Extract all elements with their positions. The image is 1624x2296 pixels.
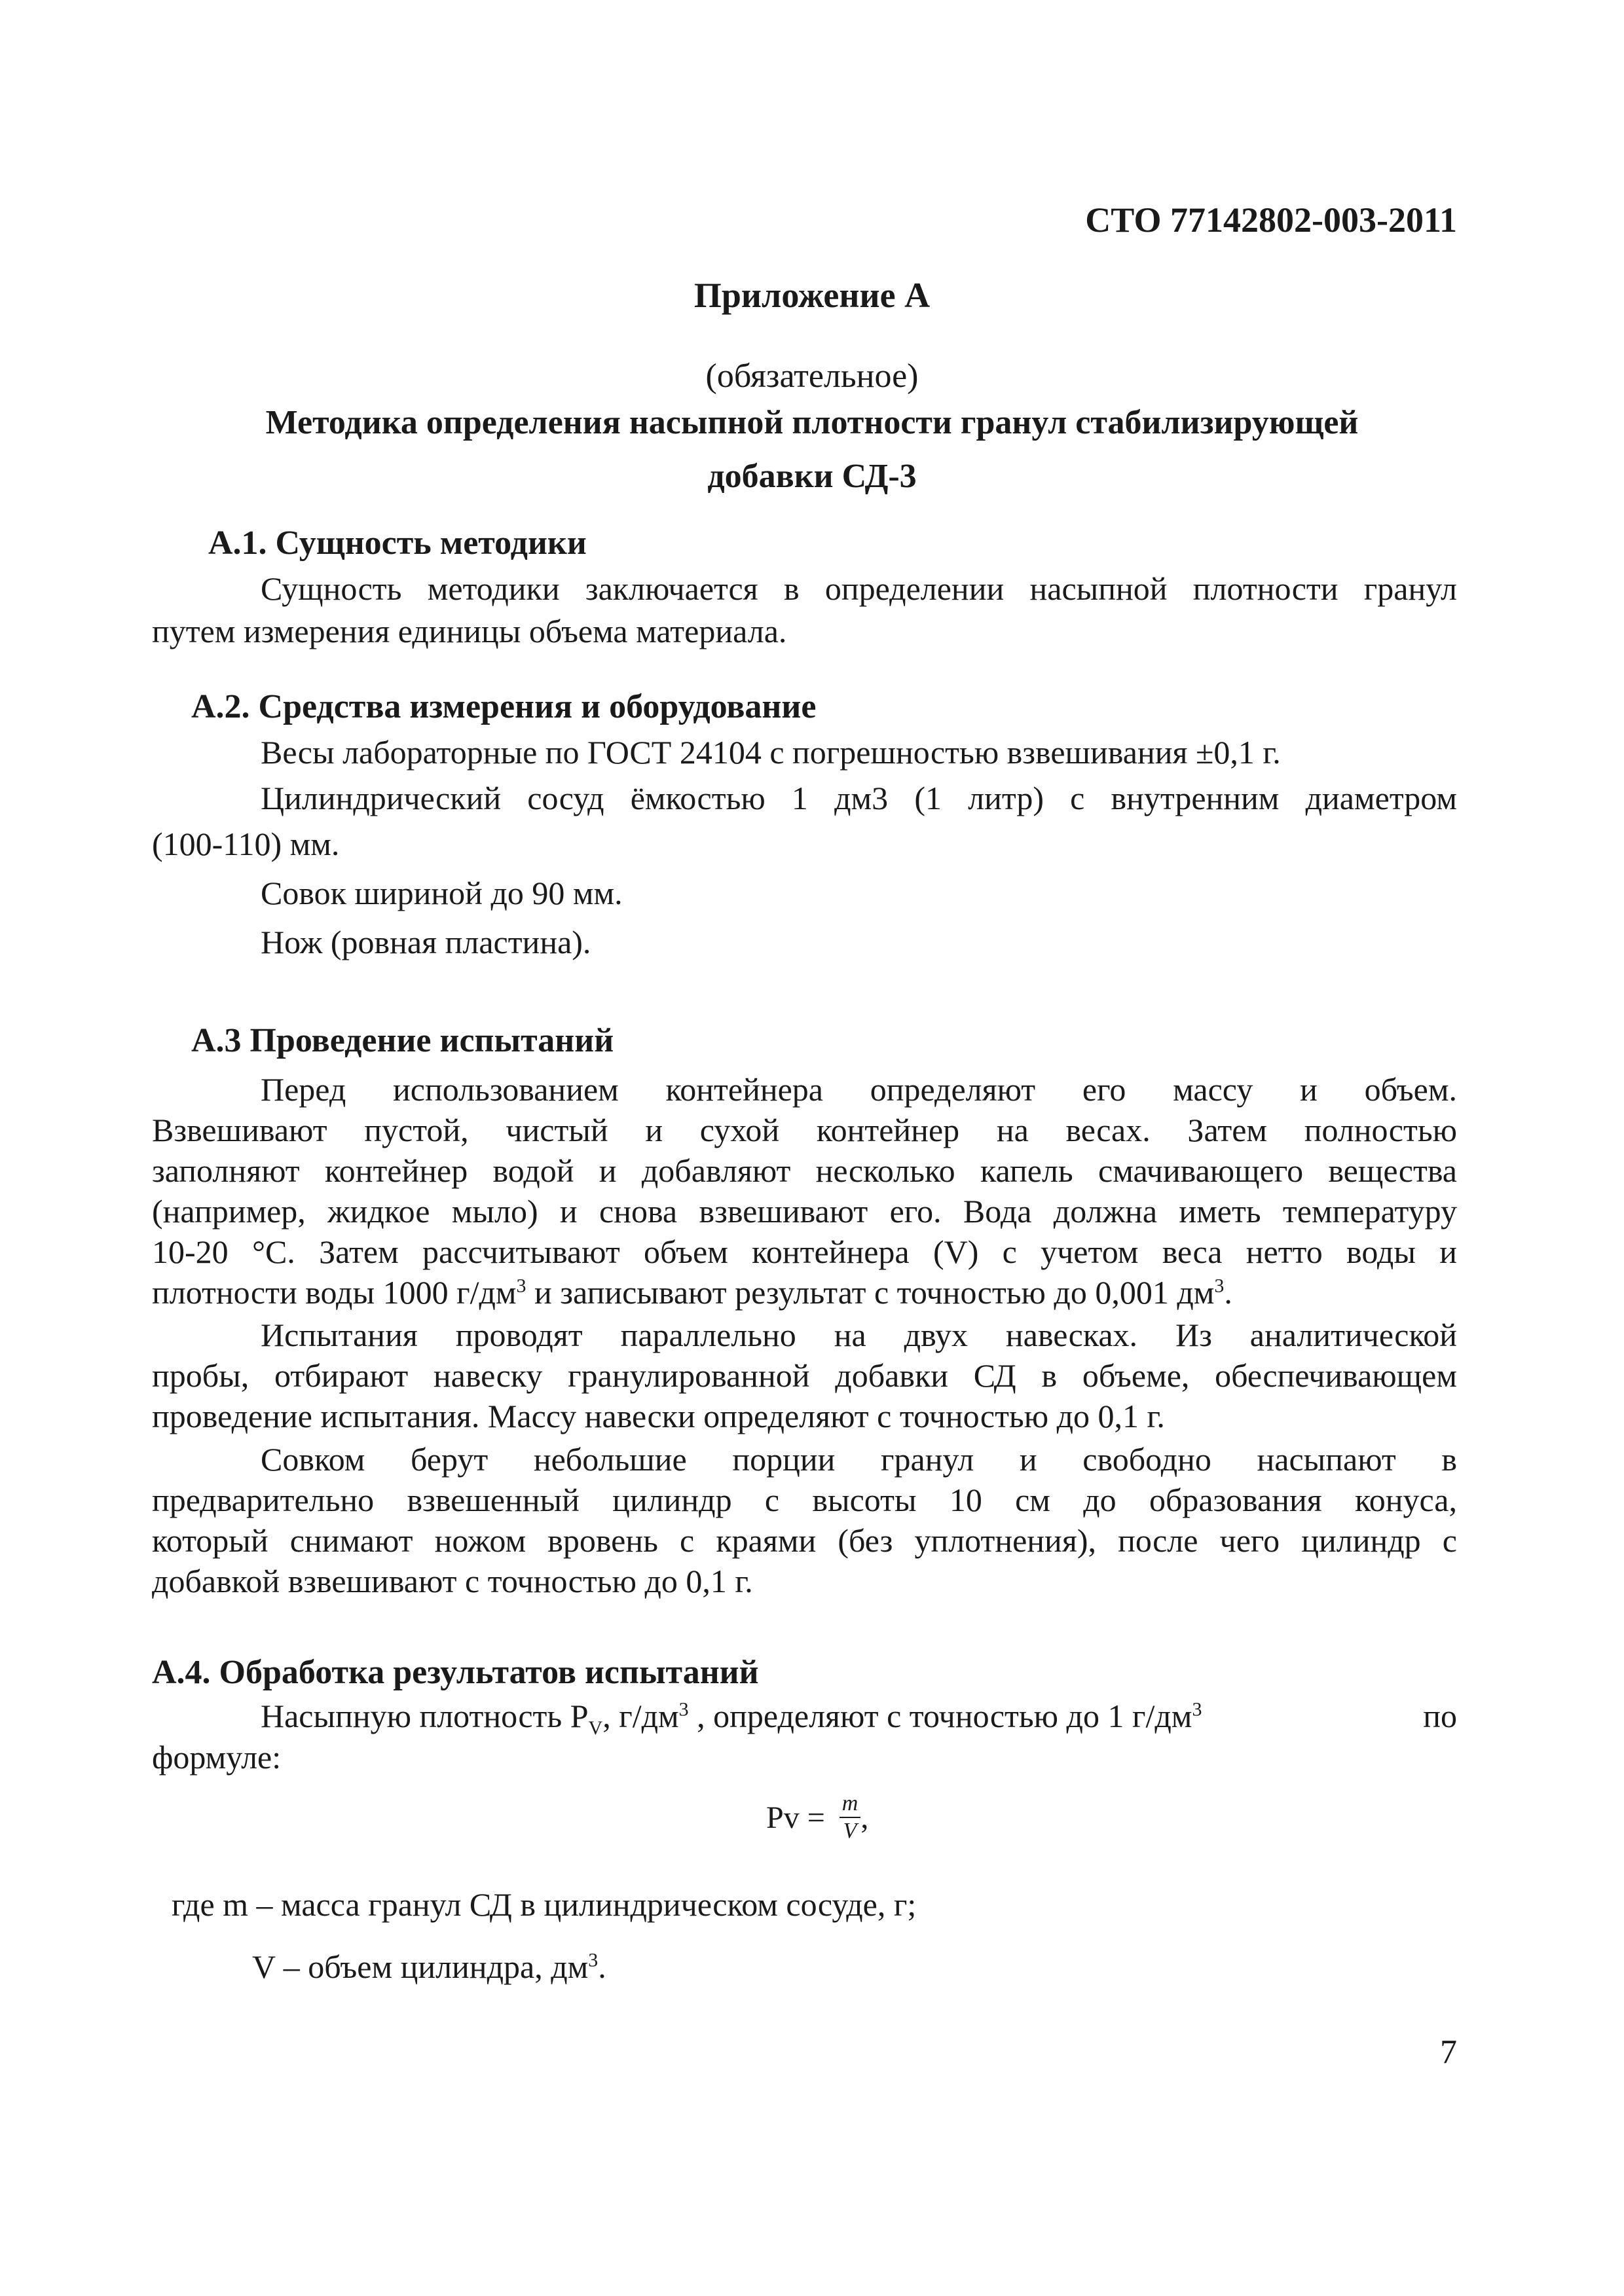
equipment-item: Весы лабораторные по ГОСТ 24104 с погрешностью взвешивания ±0,1 г. bbox=[261, 734, 1281, 771]
section-a3-line: Взвешивают пустой, чистый и сухой контейнер на весах. Затем полностью bbox=[152, 1112, 1457, 1148]
section-a3-line: предварительно взвешенный цилиндр с высоты 10 см до образования конуса, bbox=[152, 1482, 1457, 1518]
section-a3-line: 10-20 °С. Затем рассчитывают объем контейнера (V) с учетом веса нетто воды и bbox=[152, 1233, 1457, 1270]
section-a4-line: Насыпную плотность $Р_V$, $г/дм^3$ , определяют с точностью до 1 $г/дм^3$ по bbox=[261, 1698, 1457, 1739]
section-a3-line: проведение испытания. Массу навески определяют с точностью до 0,1 г. bbox=[152, 1398, 1165, 1434]
appendix-status: (обязательное) bbox=[705, 357, 919, 395]
section-a2-heading: А.2. Средства измерения и оборудование bbox=[191, 688, 817, 725]
equipment-item: Цилиндрический сосуд ёмкостью 1 дм3 (1 литр) с внутренним диаметром bbox=[261, 780, 1457, 816]
section-a3-line: Испытания проводят параллельно на двух навесках. Из аналитической bbox=[261, 1317, 1457, 1353]
section-a3-heading: А.3 Проведение испытаний bbox=[191, 1022, 614, 1059]
section-a1-heading: А.1. Сущность методики bbox=[208, 524, 587, 562]
formula-denominator: V bbox=[843, 1819, 857, 1843]
formula-where-m: где m – масса гранул СД в цилиндрическом сосуде, г; bbox=[172, 1886, 917, 1923]
section-a4-line: формуле: bbox=[152, 1739, 282, 1776]
formula-tail: , bbox=[860, 1800, 869, 1835]
formula-lhs: Pv = bbox=[766, 1800, 825, 1835]
section-a1-line: путем измерения единицы объема материала. bbox=[152, 613, 787, 649]
equipment-item: (100-110) мм. bbox=[152, 826, 340, 862]
document-code: СТО 77142802-003-2011 bbox=[1085, 200, 1457, 240]
section-a3-line: пробы, отбирают навеску гранулированной добавки СД в объеме, обеспечивающем bbox=[152, 1357, 1457, 1394]
formula-where-v: V – объем цилиндра, $дм^3$. bbox=[252, 1948, 606, 1985]
section-a3-line: добавкой взвешивают с точностью до 0,1 г. bbox=[152, 1563, 753, 1599]
section-a1-line: Сущность методики заключается в определении насыпной плотности гранул bbox=[261, 570, 1457, 607]
equipment-item: Нож (ровная пластина). bbox=[261, 924, 591, 960]
density-formula bbox=[766, 1791, 868, 1844]
equipment-item: Совок шириной до 90 мм. bbox=[261, 875, 623, 911]
section-a3-line: который снимают ножом вровень с краями (без уплотнения), после чего цилиндр с bbox=[152, 1522, 1457, 1559]
section-a4-heading: А.4. Обработка результатов испытаний bbox=[152, 1654, 759, 1691]
page-number: 7 bbox=[1440, 2033, 1457, 2071]
formula-numerator: m bbox=[840, 1791, 861, 1818]
section-a3-line: Совком берут небольшие порции гранул и свободно насыпают в bbox=[261, 1441, 1457, 1478]
section-a3-line: Перед использованием контейнера определяют его массу и объем. bbox=[261, 1071, 1457, 1108]
section-a3-line: плотности воды 1000 $г/дм^3$ и записывают результат с точностью до 0,001 $дм^3$. bbox=[152, 1274, 1232, 1311]
section-a3-line: заполняют контейнер водой и добавляют несколько капель смачивающего вещества bbox=[152, 1152, 1457, 1189]
section-a3-line: (например, жидкое мыло) и снова взвешивают его. Вода должна иметь температуру bbox=[152, 1193, 1457, 1230]
appendix-title: Приложение А bbox=[693, 276, 931, 315]
method-title: Методика определения насыпной плотности гранул стабилизирующей добавки СД-3 bbox=[265, 404, 1359, 495]
formula-fraction bbox=[840, 1791, 861, 1844]
